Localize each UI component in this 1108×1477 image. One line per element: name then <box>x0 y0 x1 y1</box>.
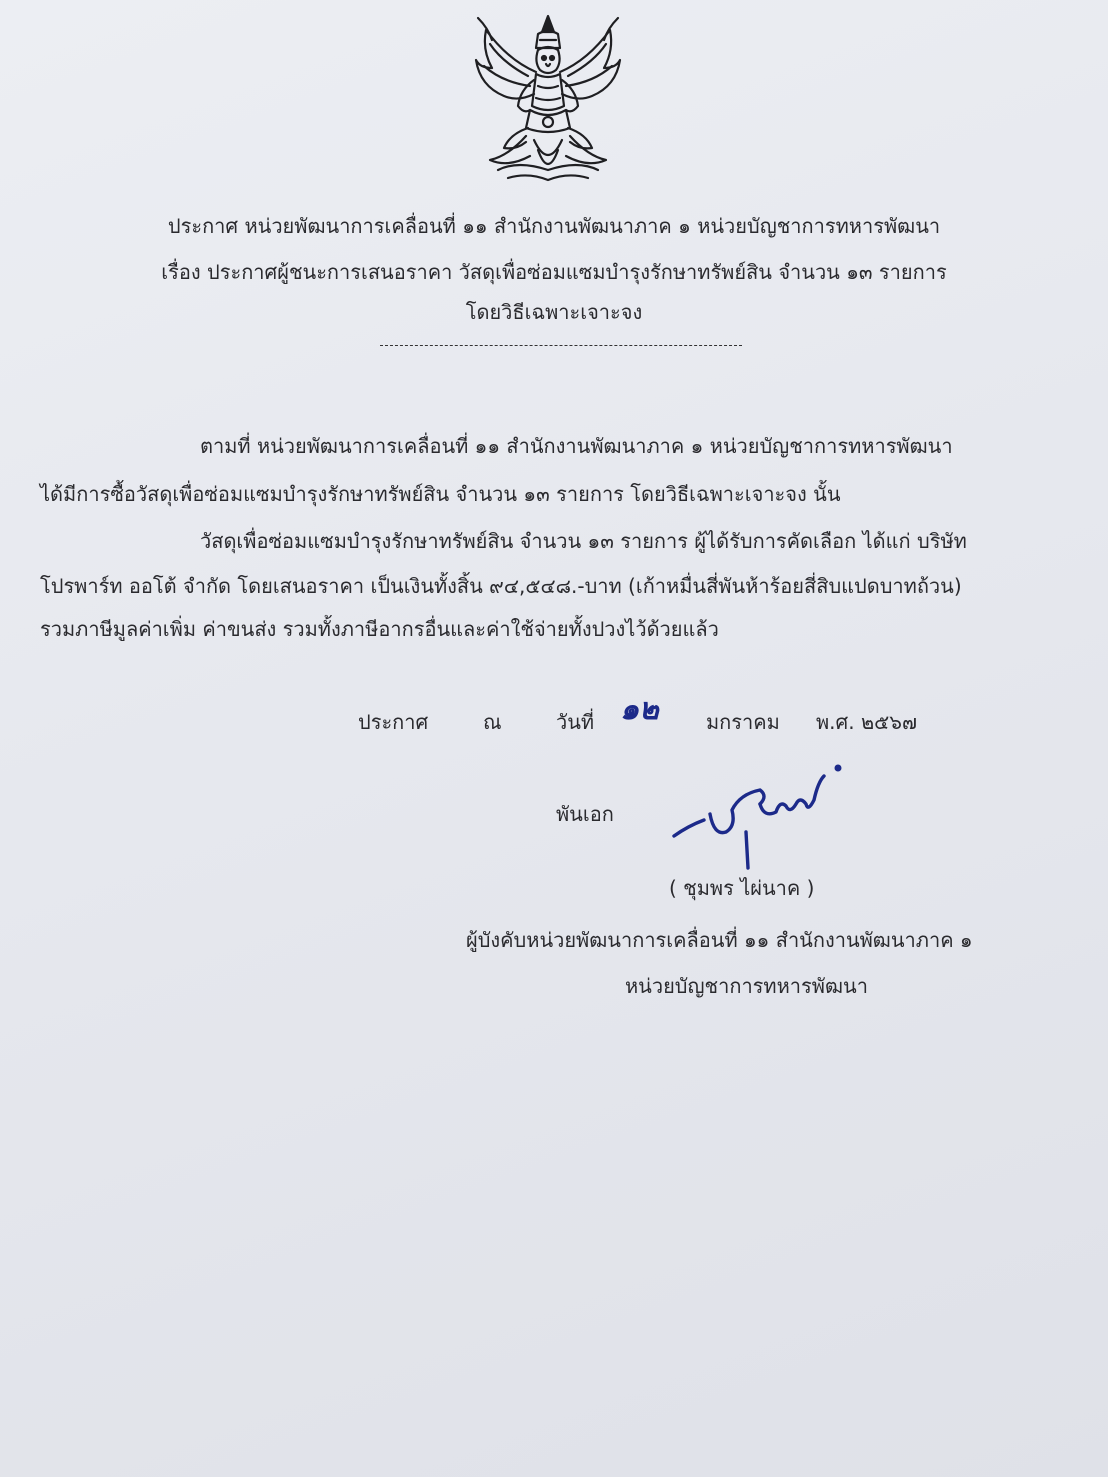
subject-line: เรื่อง ประกาศผู้ชนะการเสนอราคา วัสดุเพื่อซ่อมแซมบำรุงรักษาทรัพย์สิน จำนวน ๑๓ รายการ <box>161 260 947 284</box>
dateline-year: พ.ศ. ๒๕๖๗ <box>816 710 918 734</box>
signer-position-line-2: หน่วยบัญชาการทหารพัฒนา <box>625 974 868 998</box>
garuda-emblem-icon <box>468 10 628 185</box>
signer-position-line-1: ผู้บังคับหน่วยพัฒนาการเคลื่อนที่ ๑๑ สำนักงานพัฒนาภาค ๑ <box>466 928 973 952</box>
signer-rank: พันเอก <box>556 802 614 826</box>
paragraph-2-line-1: วัสดุเพื่อซ่อมแซมบำรุงรักษาทรัพย์สิน จำนวน ๑๓ รายการ ผู้ได้รับการคัดเลือก ได้แก่ บริษัท <box>200 529 967 553</box>
paragraph-1-line-1: ตามที่ หน่วยพัฒนาการเคลื่อนที่ ๑๑ สำนักงานพัฒนาภาค ๑ หน่วยบัญชาการทหารพัฒนา <box>200 434 953 458</box>
paragraph-2-line-2: โปรพาร์ท ออโต้ จำกัด โดยเสนอราคา เป็นเงินทั้งสิ้น ๙๔,๕๔๘.-บาท (เก้าหมื่นสี่พันห้าร้อยสี่สิบแปดบาทถ้วน) <box>40 574 962 598</box>
announcement-heading: ประกาศ หน่วยพัฒนาการเคลื่อนที่ ๑๑ สำนักงานพัฒนาภาค ๑ หน่วยบัญชาการทหารพัฒนา <box>167 214 941 238</box>
handwritten-signature <box>668 760 848 880</box>
paragraph-2-line-3: รวมภาษีมูลค่าเพิ่ม ค่าขนส่ง รวมทั้งภาษีอากรอื่นและค่าใช้จ่ายทั้งปวงไว้ด้วยแล้ว <box>40 617 719 641</box>
dateline-day-label: วันที่ <box>556 710 595 734</box>
signer-name: ( ชุมพร ไผ่นาค ) <box>669 876 815 900</box>
dateline-month: มกราคม <box>706 710 780 734</box>
dateline-announce: ประกาศ <box>358 710 429 734</box>
subject-method: โดยวิธีเฉพาะเจาะจง <box>465 300 643 324</box>
handwritten-day: ๑๒ <box>620 692 659 727</box>
paragraph-1-line-2: ได้มีการซื้อวัสดุเพื่อซ่อมแซมบำรุงรักษาทรัพย์สิน จำนวน ๑๓ รายการ โดยวิธีเฉพาะเจาะจง นั้น <box>40 482 841 506</box>
divider <box>380 345 742 346</box>
dateline-at: ณ <box>483 710 502 734</box>
